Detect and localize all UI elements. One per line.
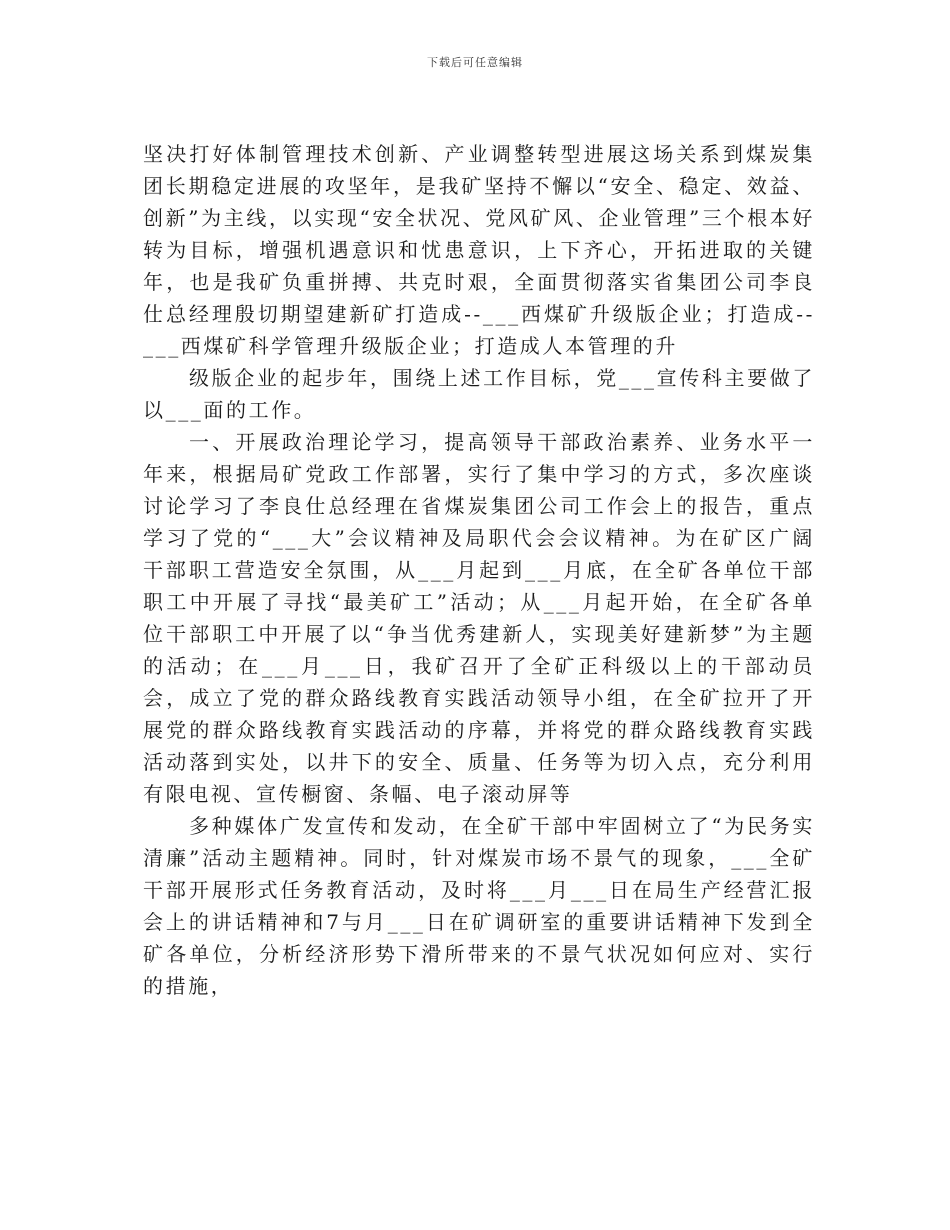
page-header: 下载后可任意编辑 — [427, 56, 523, 69]
document-body — [143, 138, 815, 1002]
paragraph-1: 坚决打好体制管理技术创新、产业调整转型进展这场关系到煤炭集团长期稳定进展的攻坚年，是我矿坚持不懈以“安全、稳定、效益、创新”为主线，以实现“安全状况、党风矿风、企业管理”三个根本好转为目标，增强机遇意识和忧患意识，上下齐心，开拓进取的关键年，也是我矿负重拼搏、共克时艰，全面贯彻落实省集团公司李良仕总经理殷切期望建新矿打造成--___西煤矿升级版企业；打造成--___西煤矿科学管理升级版企业；打造成人本管理的升 — [143, 142, 815, 358]
paragraph-3: 一、开展政治理论学习，提高领导干部政治素养、业务水平一年来，根据局矿党政工作部署，实行了集中学习的方式，多次座谈讨论学习了李良仕总经理在省煤炭集团公司工作会上的报告，重点学习了党的“___大”会议精神及局职代会会议精神。为在矿区广阔干部职工营造安全氛围，从___月起到___月底，在全矿各单位干部职工中开展了寻找“最美矿工”活动；从___月起开始，在全矿各单位干部职工中开展了以“争当优秀建新人，实现美好建新梦”为主题的活动；在___月___日，我矿召开了全矿正科级以上的干部动员会，成立了党的群众路线教育实践活动领导小组，在全矿拉开了开展党的群众路线教育实践活动的序幕，并将党的群众路线教育实践活动落到实处，以井下的安全、质量、任务等为切入点，充分利用有限电视、宣传橱窗、条幅、电子滚动屏等 — [143, 430, 815, 806]
paragraph-2: 级版企业的起步年，围绕上述工作目标，党___宣传科主要做了以___面的工作。 — [143, 366, 815, 422]
paragraph-4: 多种媒体广发宣传和发动，在全矿干部中牢固树立了“为民务实清廉”活动主题精神。同时，针对煤炭市场不景气的现象，___全矿干部开展形式任务教育活动，及时将___月___日在局生产经营汇报会上的讲话精神和7与月___日在矿调研室的重要讲话精神下发到全矿各单位，分析经济形势下滑所带来的不景气状况如何应对、实行的措施， — [143, 814, 815, 998]
